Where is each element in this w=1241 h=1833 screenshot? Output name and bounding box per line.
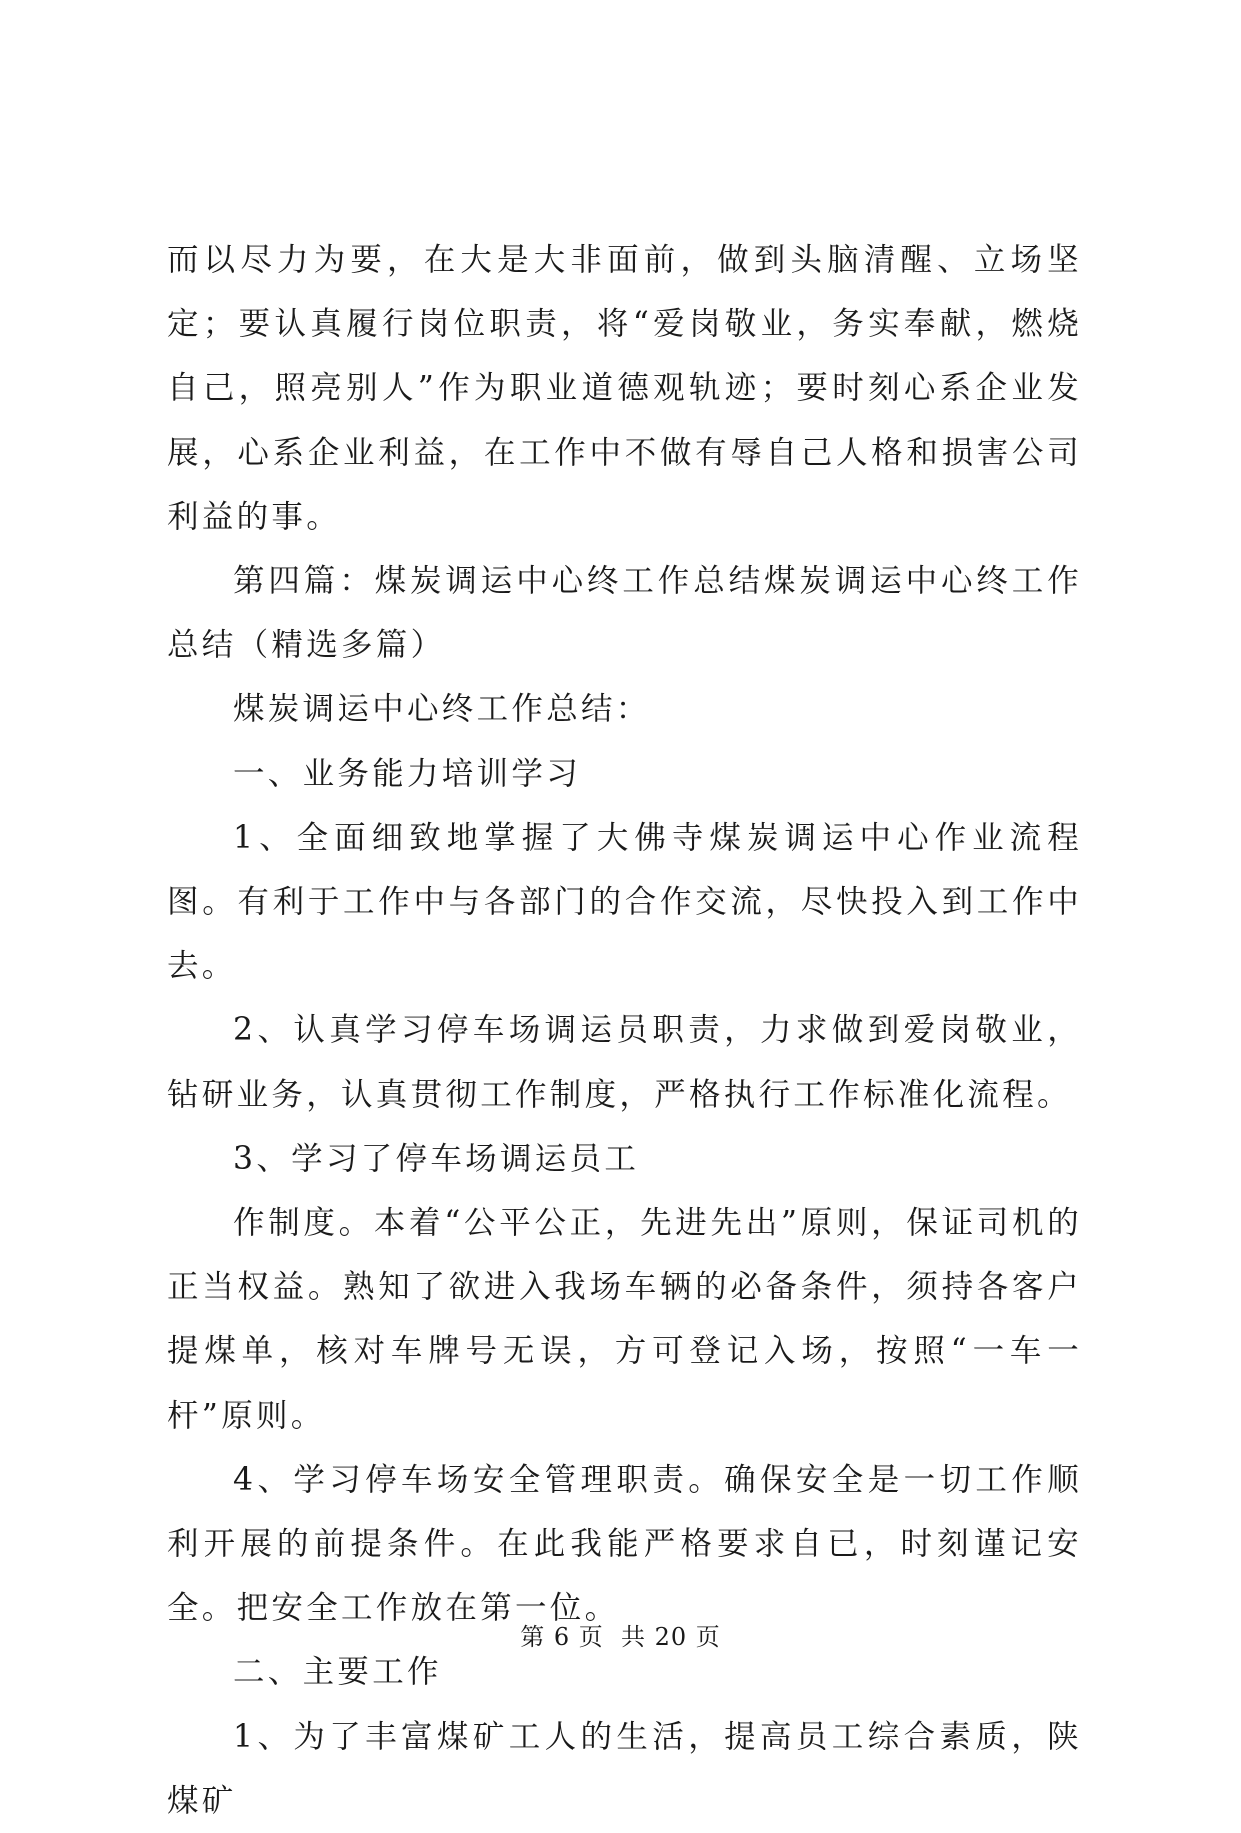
paragraph-2: 第四篇：煤炭调运中心终工作总结煤炭调运中心终工作总结（精选多篇） (167, 563, 1082, 664)
page-footer (0, 1622, 1241, 1652)
paragraph-10: 二、主要工作 (233, 1654, 442, 1691)
document-body (167, 228, 1082, 1833)
paragraph-9: 4、学习停车场安全管理职责。确保安全是一切工作顺利开展的前提条件。在此我能严格要求自已，时刻谨记安全。把安全工作放在第一位。 (167, 1461, 1082, 1627)
paragraph-1: 而以尽力为要，在大是大非面前，做到头脑清醒、立场坚定；要认真履行岗位职责，将“爱岗敬业，务实奉献，燃烧自己，照亮别人”作为职业道德观轨迹；要时刻心系企业发展，心系企业利益，在工作中不做有辱自己人格和损害公司利益的事。 (167, 242, 1082, 535)
paragraph-3: 煤炭调运中心终工作总结： (233, 691, 651, 728)
paragraph-6: 2、认真学习停车场调运员职责，力求做到爱岗敬业，钻研业务，认真贯彻工作制度，严格执行工作标准化流程。 (167, 1012, 1082, 1113)
paragraph-7: 3、学习了停车场调运员工 (233, 1140, 640, 1177)
paragraph-5: 1、全面细致地掌握了大佛寺煤炭调运中心作业流程图。有利于工作中与各部门的合作交流，尽快投入到工作中去。 (167, 819, 1082, 985)
page-total: 共 20 页 (621, 1623, 721, 1651)
paragraph-4: 一、业务能力培训学习 (233, 755, 582, 792)
paragraph-11: 1、为了丰富煤矿工人的生活，提高员工综合素质，陕煤矿 (167, 1718, 1082, 1819)
page-number: 第 6 页 (520, 1623, 604, 1651)
paragraph-8: 作制度。本着“公平公正，先进先出”原则，保证司机的正当权益。熟知了欲进入我场车辆的必备条件，须持各客户提煤单，核对车牌号无误，方可登记入场，按照“一车一杆”原则。 (167, 1205, 1082, 1434)
